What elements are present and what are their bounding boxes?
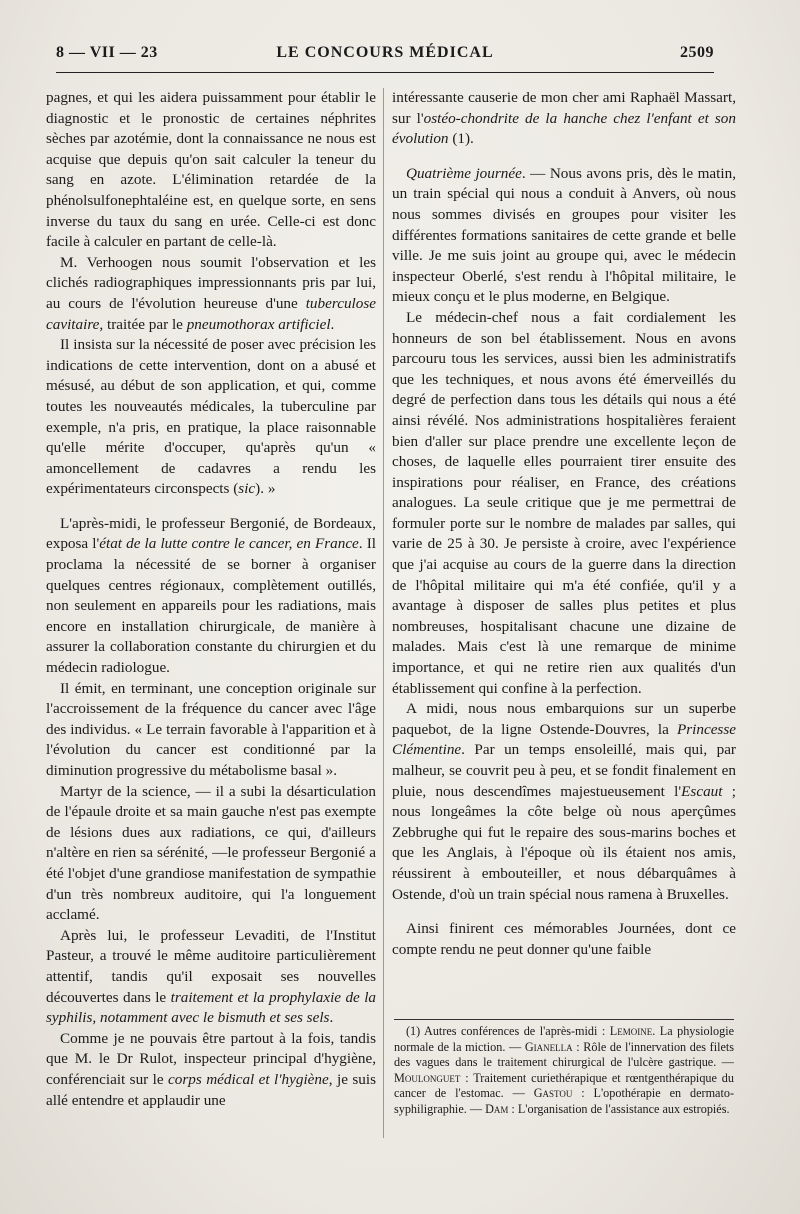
footnote: [394, 1024, 734, 1118]
paragraph: [392, 699, 736, 905]
right-column: [392, 88, 736, 960]
text-run: (1).: [448, 130, 474, 148]
journal-title: LE CONCOURS MÉDICAL: [276, 44, 494, 61]
text-run: : Traitement curiethérapique et rœntgenthérapique du cancer de l'estomac. —: [394, 1070, 734, 1101]
page-number: 2509: [680, 44, 714, 61]
text-run: , traitée par le: [99, 315, 187, 333]
text-run: . Il proclama la nécessité de se borner à organiser quelques centres régionaux, complètement outillés, non seulement en appareils pour les radiations, mais encore en installation chirurgicale, de manière à assurer la collaboration constante du chirurgien et du médecin radiologue.: [46, 535, 376, 677]
paragraph: [392, 164, 736, 308]
text-run: ). »: [255, 480, 276, 498]
paragraph: [392, 88, 736, 150]
paragraph: [46, 926, 376, 1029]
text-run: intéressante causerie de mon cher ami Raphaël Massart, sur l': [392, 89, 736, 127]
text-run: (1) Autres conférences de l'après-midi :: [406, 1024, 610, 1038]
italic-run: Quatrième journée: [406, 164, 522, 182]
paragraph: [392, 919, 736, 960]
text-run: . — Nous avons pris, dès le matin, un train spécial qui nous a conduit à Anvers, où nous nous sommes divisés en groupes pour visiter les différentes formations sanitaires de cette grande et belle ville. Je me suis joint au groupe qui, avec le médecin inspecteur Oberlé, s'est rendu à l'hôpital militaire, le mieux conçu et le plus moderne, en Belgique.: [392, 164, 736, 306]
text-run: Il insista sur la nécessité de poser avec précision les indications de cette intervention, dont on a abusé et mésusé, au début de son application, et qui, comme toutes les nouveautés médicales, la tuberculine par exemple, n'a pris, en pratique, la place raisonnable qu'elle mérite d'occuper, qu'après qu'un « amoncellement de cadavres a rendu les expérimentateurs circonspects (: [46, 336, 376, 498]
footnote-rule: [394, 1019, 734, 1020]
text-run: Il émit, en terminant, une conception originale sur l'accroissement de la fréquence du cancer avec l'âge des individus. « Le terrain favorable à l'apparition et à l'évolution du cancer est conditionné par la diminution progressive du métabolisme basal ».: [46, 679, 376, 779]
text-run: : Rôle de l'innervation des filets des vagues dans le traitement chirurgical de l'ulcère gastrique. —: [394, 1039, 735, 1070]
text-run: , je suis allé entendre et applaudir une: [46, 1070, 376, 1109]
paragraph: [46, 335, 376, 500]
paragraph: [46, 1029, 376, 1111]
italic-run: Escaut: [681, 782, 723, 800]
text-run: .: [329, 1009, 334, 1027]
footnote-text: [394, 1024, 734, 1118]
text-run: . Par un temps ensoleillé, mais qui, par malheur, se couvrit peu à peu, et se fondit finalement en pluie, nous descendîmes majestueusement l': [392, 741, 736, 800]
author-name: Moulonguet: [394, 1070, 461, 1085]
text-run: A midi, nous nous embarquions sur un superbe paquebot, de la ligne Ostende-Douvres, la: [392, 700, 736, 738]
italic-run: pneumothorax artificiel: [186, 315, 331, 333]
text-run: Le médecin-chef nous a fait cordialement les honneurs de son bel établissement. Nous en avons parcouru tous les services, aussi bien les administratifs que les techniques, et nous avons été émerveillés du degré de perfection dans tous les détails qui nous a été ainsi révélé. Nos administrations hospitalières feraient bien d'aller sur place prendre une excellente leçon de choses, de laquelle elles pourraient tirer ensuite des inspirations pour réaliser, en France, des créations analogues. La seule critique que je me permettrai de formuler porte sur le nombre de malades par salles, qui varie de 25 à 30. Je persiste à croire, avec l'expérience que j'ai acquise au cours de la guerre dans la direction de l'hôpital militaire qui m'a été confiée, qu'il y a avantage à disposer de salles plus petites et plus nombreuses, hospitalisant chacune une dizaine de malades. Mais c'est là une remarque de minime importance, et qui ne retire rien aux qualités d'un établissement qui confine à la perfection.: [392, 308, 736, 697]
running-header: [56, 44, 714, 73]
text-run: : L'opothérapie en dermato-syphiligraphie. —: [394, 1086, 735, 1116]
author-name: Dam: [485, 1101, 509, 1116]
text-run: : L'organisation de l'assistance aux estropiés.: [508, 1101, 730, 1116]
author-name: Lemoine: [609, 1024, 653, 1038]
column-divider: [383, 88, 384, 1138]
italic-run: ostéo-chondrite de la hanche chez l'enfant et son évolution: [392, 109, 736, 148]
italic-run: corps médical et l'hygiène: [168, 1070, 329, 1088]
italic-run: traitement et la prophylaxie de la syphilis, notamment avec le bismuth et ses sels: [46, 988, 377, 1027]
author-name: Gastou: [533, 1086, 573, 1101]
issue-date: 8 — VII — 23: [56, 44, 158, 61]
text-run: L'après-midi, le professeur Bergonié, de Bordeaux, exposa l': [46, 514, 376, 553]
text-run: .: [330, 315, 335, 333]
text-run: . La physiologie normale de la miction. —: [394, 1024, 734, 1054]
text-run: M. Verhoogen nous soumit l'observation et les clichés radiographiques impressionnants pris par lui, au cours de l'évolution heureuse d'une: [46, 253, 376, 312]
text-run: Comme je ne pouvais être partout à la fois, tandis que M. le Dr Rulot, inspecteur principal d'hygiène, conférenciait sur le: [46, 1029, 376, 1088]
paragraph: [46, 88, 376, 253]
italic-run: sic: [238, 480, 256, 498]
text-run: Ainsi finirent ces mémorables Journées, dont ce compte rendu ne peut donner qu'une faible: [392, 920, 736, 958]
text-run: pagnes, et qui les aidera puissamment pour établir le diagnostic et le pronostic de certaines néphrites sèches par azotémie, dont la connaissance ne nous est acquise que depuis qu'on sait calculer la teneur du sang en azote. L'élimination retardée de la phénolsulfonephtaléine est, en quelque sorte, en sens inverse du taux du sang en urée. Celle-ci est donc facile à calculer en partant de celle-là.: [46, 89, 376, 251]
italic-run: état de la lutte contre le cancer, en France: [99, 535, 359, 553]
paragraph: [46, 782, 376, 926]
paragraph: [46, 514, 376, 679]
paragraph: [392, 308, 736, 699]
text-run: Martyr de la science, — il a subi la désarticulation de l'épaule droite et sa main gauche n'est pas exempte de lésions dues aux radiations, ce qui, d'ailleurs n'altère en rien sa sérénité, —le professeur Bergonié a été l'objet d'une grandiose manifestation de sympathie d'un très nombreux auditoire, qui l'a longuement acclamé.: [46, 782, 376, 924]
paragraph: [46, 253, 376, 335]
italic-run: tuberculose cavitaire: [46, 294, 376, 333]
author-name: Gianella: [524, 1039, 573, 1054]
left-column: [46, 88, 376, 1111]
paragraph: [46, 679, 376, 782]
text-run: Après lui, le professeur Levaditi, de l'Institut Pasteur, a trouvé le même auditoire particulièrement attentif, tandis qu'il exposait ses nouvelles découvertes dans le: [46, 926, 376, 1006]
text-run: ; nous longeâmes la côte belge où nous aperçûmes Zebbrughe qui fut le repaire des sous-marins boches et que les Anglais, à l'époque où ils étaient nos amis, réussirent à embouteiller, et nous débarquâmes à Ostende, d'où un train spécial nous ramena à Bruxelles.: [392, 782, 736, 903]
italic-run: Princesse Clémentine: [392, 720, 736, 759]
